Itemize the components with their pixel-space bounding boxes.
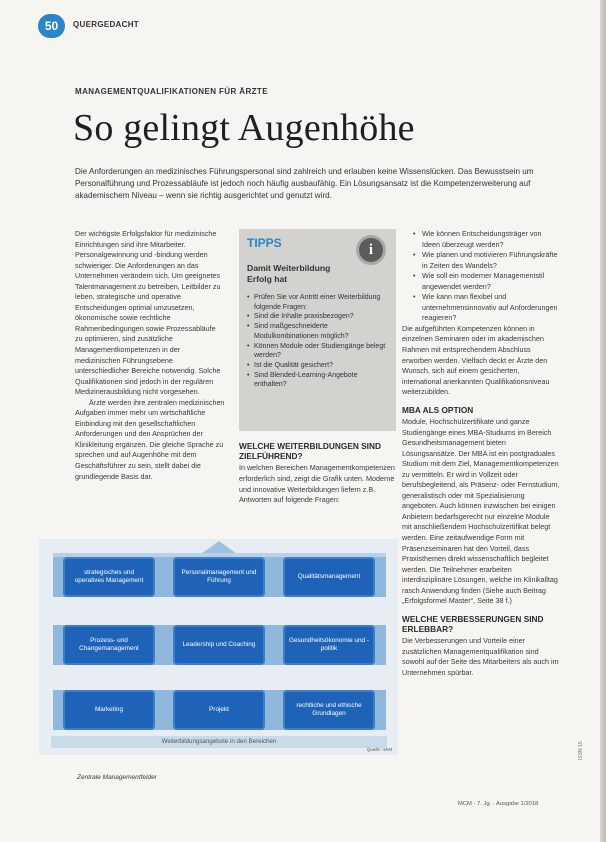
list-item: • Wie planen und motivieren Führungskräfte in Zeiten des Wandels? (402, 250, 560, 271)
diagram-box: Projekt (175, 692, 263, 728)
diagram-box: rechtliche und ethische Grundlagen (285, 692, 373, 728)
figure-caption: Zentrale Managementfelder (77, 774, 157, 781)
question-list (402, 229, 560, 324)
tipps-title: TIPPS (247, 236, 282, 250)
info-icon: i (356, 235, 386, 265)
paragraph: In welchen Bereichen Managementkompetenzen erforderlich sind, zeigt die Grafik unten. Moderne und innovative Weiterbildungen liefern z.B. Antworten auf folgende Fragen: (239, 463, 395, 505)
list-item: • Wie soll ein moderner Managementstil angewendet werden? (402, 271, 560, 292)
paragraph: Ärzte werden ihre zentralen medizinischen Aufgaben immer mehr um wirtschaftliche Einbindung mit den gesellschaftlichen Anforderungen und den Ansprüchen der Klinikleitung ergänzen. Die gleiche Sprache zu sprechen und auf Augenhöhe mit dem Geschäftsführer zu sein, stellt dabei die grundlegende Basis dar. (75, 397, 225, 481)
diagram-box: Gesundheitsökonomie und -politik (285, 627, 373, 663)
diagram-box: Qualitätsmanagement (285, 559, 373, 595)
subheading: WELCHE WEITERBILDUNGEN SIND ZIELFÜHREND? (239, 441, 381, 462)
paragraph: Module, Hochschulzertifikate und ganze Studiengänge eines MBA-Studiums im Bereich Gesundheitsmanagement bieten Lösungsansätze. Der MBA ist ein postgraduales Studium mit dem Ziel, Managementkompetenzen zu vermitteln. Er wird in Vollzeit oder berufsbegleitend, als Präsenz- oder Fernstudium, generalistisch oder mit Spezialisierung angeboten. Auch können inzwischen bei einigen Anbietern bedarfsgerecht nur einzelne Module mit anschließendem Hochschulzertifikat belegt werden. Eine zeitaufwendige Form mit Präsenzseminaren hat den Vorteil, dass Praxisthemen direkt wissenschaftlich begleitet werden. Die Teilnehmer erarbeiten interdisziplinäre Lösungen, welche im Klinikalltag rasch Anwendung finden (Siehe auch Beitrag „Erfolgsformel Master“, Seite 38 f.) (402, 416, 560, 606)
diagram-roof (39, 539, 398, 559)
article-lead: Die Anforderungen an medizinisches Führungspersonal sind zahlreich und erlauben keine Wissenslücken. Das Bewusstsein um Personalführung und Prozessabläufe ist jedoch noch häufig ausbaufähig. Ein Lösungsansatz ist die Kompetenzerweiterung auf akademischem Niveau – wenn sie richtig ausgerichtet und genutzt wird. (75, 167, 534, 201)
page-edge (600, 0, 606, 842)
diagram-base-label: Weiterbildungsangebote in den Bereichen (51, 736, 387, 748)
tipps-list (247, 293, 389, 390)
tipps-box (239, 229, 396, 431)
list-item: • Können Module oder Studiengänge belegt werden? (247, 342, 389, 361)
subheading: WELCHE VERBESSERUNGEN SIND ERLEBBAR? (402, 613, 544, 634)
list-item: • Sind maßgeschneiderte Modulkombinationen möglich? (247, 322, 389, 341)
competency-diagram (39, 539, 398, 755)
subheading: MBA ALS OPTION (402, 404, 474, 415)
page-number-badge: 50 (38, 14, 65, 38)
diagram-box: Personalmanagement und Führung (175, 559, 263, 595)
list-item: • Ist die Qualität gesichert? (247, 361, 389, 371)
list-item: • Sind Blended-Learning-Angebote enthalten? (247, 371, 389, 390)
list-item: • Prüfen Sie vor Antritt einer Weiterbildung folgende Fragen: (247, 293, 389, 312)
column-1 (75, 229, 225, 482)
paragraph: Die Verbesserungen und Vorteile einer zusätzlichen Managementqualifikation sind sowohl auf der Seite des Mitarbeiters als auch im Unternehmen spürbar. (402, 636, 559, 677)
page-footer: MCM · 7. Jg. · Ausgabe 1/2018 (458, 801, 539, 807)
diagram-box: Prozess- und Changemanagement (65, 627, 153, 663)
list-item: • Wie können Entscheidungsträger von Ideen überzeugt werden? (402, 229, 560, 250)
diagram-box: strategisches und operatives Management (65, 559, 153, 595)
diagram-box: Marketing (65, 692, 153, 728)
article-kicker: MANAGEMENTQUALIFIKATIONEN FÜR ÄRZTE (75, 87, 268, 96)
column-3 (402, 229, 560, 678)
list-item: • Wie kann man flexibel und unternehmensinnovativ auf Anforderungen reagieren? (402, 292, 560, 324)
paragraph: Die aufgeführten Kompetenzen können in einzelnen Seminaren oder im akademischen Rahmen mit entsprechendem Abschluss erworben werden. Vielfach deckt er Ärzte den Wunsch, sich auf einem gesicherten, international anerkannten Qualifikationsniveau weiterzubilden. (402, 323, 550, 397)
section-label: QUERGEDACHT (73, 20, 139, 29)
column-2 (239, 441, 396, 506)
tipps-subtitle: Damit Weiterbildung Erfolg hat (247, 263, 331, 284)
list-item: • Sind die Inhalte praxisbezogen? (247, 312, 389, 322)
diagram-source: Quelle: AKM (366, 747, 392, 752)
side-code: ISSN 15 (578, 741, 584, 760)
diagram-box: Leadership und Coaching (175, 627, 263, 663)
paragraph: Der wichtigste Erfolgsfaktor für medizinische Einrichtungen sind ihre Mitarbeiter. Personalgewinnung und -bindung werden schwieriger. Die Anforderungen an das Unternehmen verändern sich. Um geeignetes Talentmanagement zu betreiben, Leitbilder zu leben, strategische und operative Entscheidungen optimal umzusetzen, ökonomische sowie rechtliche Rahmenbedingungen sowie Prozessabläufe zu optimieren, sind zusätzliche Managementkompetenzen in der medizinischen Führungsebene unterschiedlicher Bereiche notwendig. Solche Qualifikationen sind jedoch in der regulären Medizinerausbildung nicht vorgesehen. (75, 229, 221, 397)
article-title: So gelingt Augenhöhe (73, 107, 415, 149)
